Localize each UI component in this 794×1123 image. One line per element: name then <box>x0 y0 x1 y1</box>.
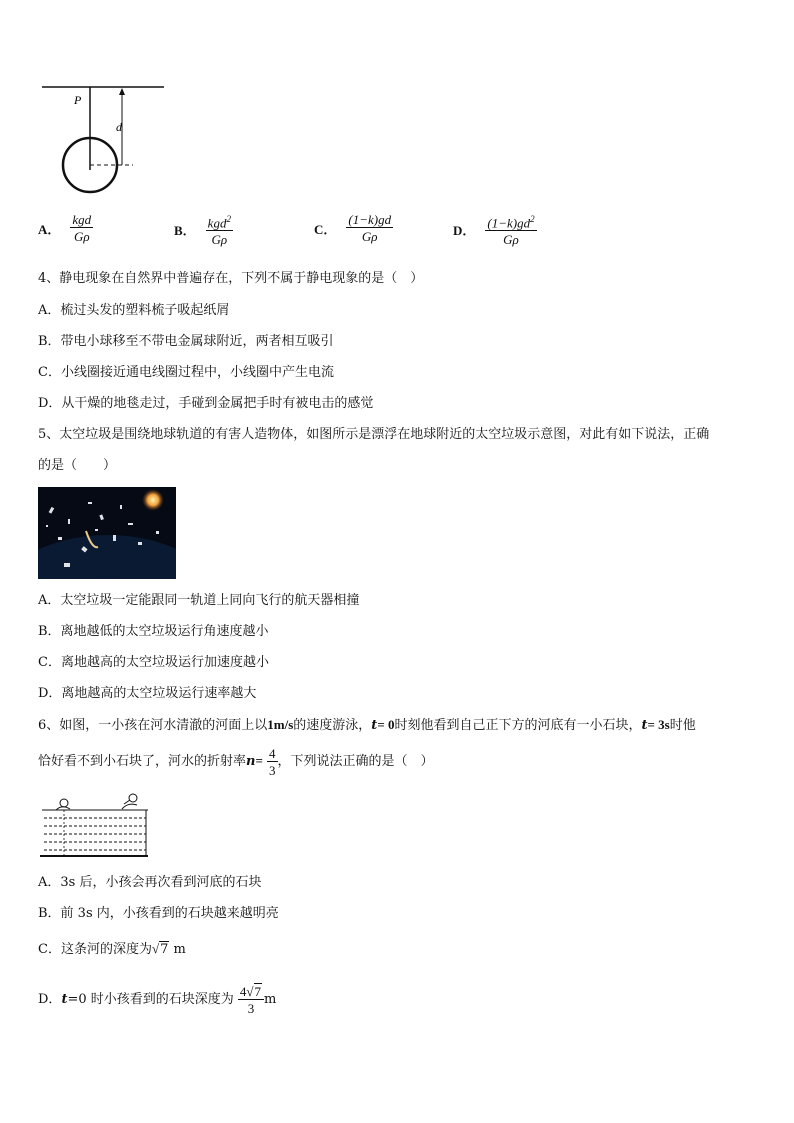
depth-fraction: $\frac{4√7}{3}$ <box>238 984 264 1016</box>
distance-d-label: d <box>116 120 122 134</box>
fraction-numerator: kgd$^2$ <box>207 214 231 231</box>
option-label: B． <box>174 223 196 239</box>
q5-option-d[interactable]: D．离地越高的太空垃圾运行速率越大 <box>38 686 257 701</box>
q6-stem-line1: 6、如图，一小孩在河水清澈的河面上以1m/s的速度游泳，t= 0时刻他看到自己正下方的河底有一小石块，t= 3s时他 <box>38 717 696 733</box>
q5-stem-line1: 5、太空垃圾是围绕地球轨道的有害人造物体，如图所示是漂浮在地球附近的太空垃圾示意图，对此有如下说法，正确 <box>38 427 710 442</box>
q6-option-c[interactable]: C．这条河的深度为√7 m <box>38 941 186 957</box>
option-fraction <box>70 212 93 244</box>
q6-option-d[interactable]: D．t=0 时小孩看到的石块深度为 $\frac{4√7}{3}$ m <box>38 983 277 1016</box>
fraction-denominator: Gρ <box>211 232 228 248</box>
q3-option-d[interactable] <box>453 212 537 247</box>
q6-option-a[interactable]: A．3s 后，小孩会再次看到河底的石块 <box>38 875 262 890</box>
fraction-numerator: $(1-k)gd^2$ <box>487 214 535 231</box>
q4-option-a[interactable]: A．梳过头发的塑料梳子吸起纸屑 <box>38 303 230 318</box>
q4-option-b[interactable]: B．带电小球移至不带电金属球附近，两者相互吸引 <box>38 334 334 349</box>
fraction-denominator: Gρ <box>361 229 378 244</box>
fraction-numerator: (1−k)gd <box>348 212 392 227</box>
q5-option-c[interactable]: C．离地越高的太空垃圾运行加速度越小 <box>38 655 269 670</box>
q5-option-b[interactable]: B．离地越低的太空垃圾运行角速度越小 <box>38 624 269 639</box>
q5-option-a[interactable]: A．太空垃圾一定能跟同一轨道上同向飞行的航天器相撞 <box>38 593 360 608</box>
ring-on-thread-figure <box>38 80 168 200</box>
option-fraction <box>485 212 536 247</box>
fraction-denominator: Gρ <box>73 229 90 244</box>
q6-stem-line2: 恰好看不到小石块了，河水的折射率n= $\frac{4}{3}$ ，下列说法正确的是（ ） <box>38 745 434 778</box>
q4-option-d[interactable]: D．从干燥的地毯走过，手碰到金属把手时有被电击的感觉 <box>38 396 374 411</box>
q5-stem-line2: 的是（ ） <box>38 458 117 473</box>
option-fraction <box>206 212 233 247</box>
option-fraction <box>346 212 393 244</box>
q6-option-b[interactable]: B．前 3s 内，小孩看到的石块越来越明亮 <box>38 906 279 921</box>
q4-stem: 4、静电现象在自然界中普遍存在，下列不属于静电现象的是（ ） <box>38 271 424 286</box>
refractive-index-fraction: $\frac{4}{3}$ <box>269 745 276 778</box>
option-label: A． <box>38 221 61 237</box>
fraction-numerator: kgd <box>72 212 92 227</box>
q3-option-a[interactable] <box>38 212 93 244</box>
q3-option-b[interactable] <box>174 212 233 247</box>
point-p-label: P <box>74 93 82 107</box>
river-swimmer-figure <box>38 790 150 858</box>
option-label: D． <box>453 223 476 239</box>
space-debris-image <box>38 487 176 579</box>
option-label: C． <box>314 221 337 237</box>
fraction-denominator: Gρ <box>503 232 519 248</box>
q4-option-c[interactable]: C．小线圈接近通电线圈过程中，小线圈中产生电流 <box>38 365 334 380</box>
q3-option-c[interactable] <box>314 212 393 244</box>
